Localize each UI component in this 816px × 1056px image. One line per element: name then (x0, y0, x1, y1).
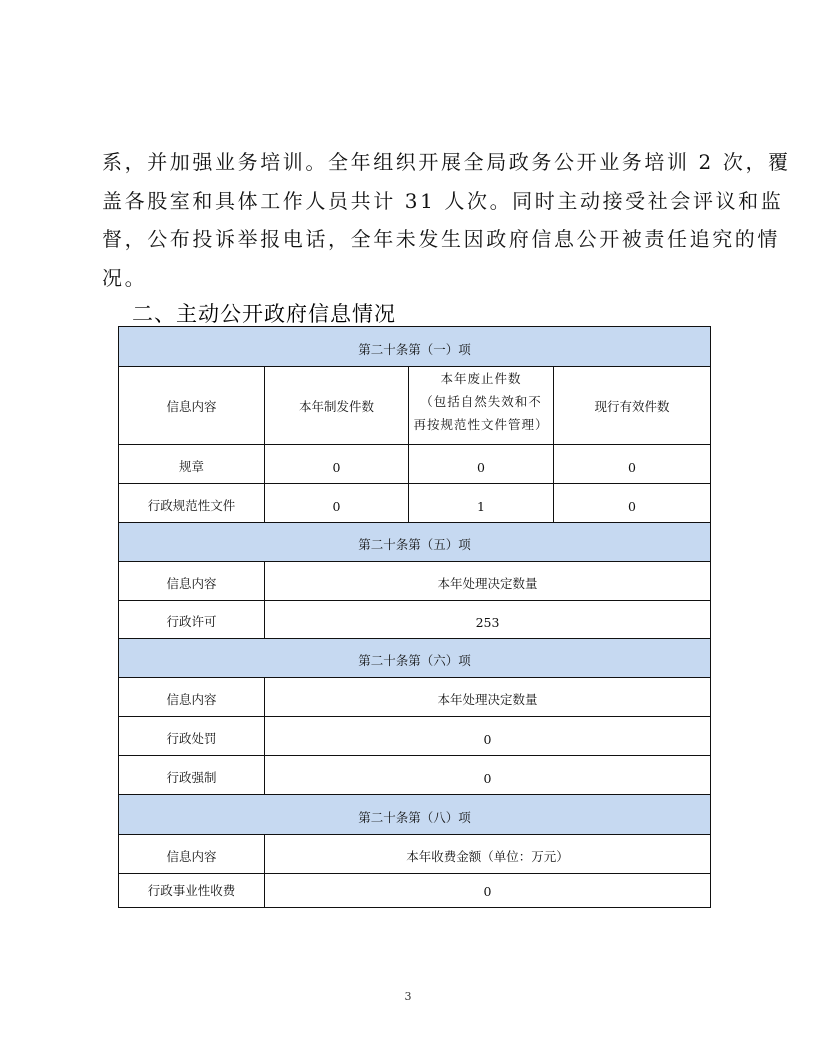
table-row (119, 484, 711, 523)
cell-value: 253 (265, 601, 711, 639)
table-row (119, 601, 711, 639)
cell-value: 0 (265, 484, 409, 523)
info-table (118, 326, 711, 908)
header-cell: 信息内容 (119, 367, 265, 445)
cell-value: 0 (554, 484, 711, 523)
section-title: 第二十条第（一）项 (119, 327, 711, 367)
paragraph-line: 督，公布投诉举报电话，全年未发生因政府信息公开被责任追究的情 (102, 227, 780, 251)
table-row (119, 874, 711, 908)
header-row (119, 835, 711, 874)
header-cell: 信息内容 (119, 562, 265, 601)
row-label: 行政强制 (119, 756, 265, 795)
cell-value: 0 (265, 717, 711, 756)
cell-value: 0 (265, 874, 711, 908)
header-cell: 信息内容 (119, 678, 265, 717)
row-label: 规章 (119, 445, 265, 484)
header-row (119, 678, 711, 717)
section-title: 第二十条第（五）项 (119, 523, 711, 562)
section-title: 第二十条第（六）项 (119, 639, 711, 678)
section-row (119, 523, 711, 562)
section-row (119, 327, 711, 367)
cell-value: 0 (265, 756, 711, 795)
section-row (119, 795, 711, 835)
row-label: 行政处罚 (119, 717, 265, 756)
header-cell: 本年处理决定数量 (265, 562, 711, 601)
body-paragraph (102, 143, 791, 297)
section-row (119, 639, 711, 678)
header-cell: 本年收费金额（单位：万元） (265, 835, 711, 874)
header-row (119, 367, 711, 445)
header-cell: 信息内容 (119, 835, 265, 874)
cell-value: 0 (265, 445, 409, 484)
header-cell: 本年制发件数 (265, 367, 409, 445)
header-cell: 现行有效件数 (554, 367, 711, 445)
header-row (119, 562, 711, 601)
header-line: 本年废止件数 (440, 371, 522, 386)
row-label: 行政规范性文件 (119, 484, 265, 523)
table-row (119, 717, 711, 756)
cell-value: 1 (409, 484, 554, 523)
header-cell: 本年处理决定数量 (265, 678, 711, 717)
section-heading: 二、主动公开政府信息情况 (132, 302, 396, 326)
cell-value: 0 (409, 445, 554, 484)
table-row (119, 445, 711, 484)
section-title: 第二十条第（八）项 (119, 795, 711, 835)
row-label: 行政许可 (119, 601, 265, 639)
paragraph-line: 况。 (102, 265, 148, 290)
table-row (119, 756, 711, 795)
header-line: 再按规范性文件管理） (413, 417, 549, 432)
cell-value: 0 (554, 445, 711, 484)
page-number: 3 (404, 990, 412, 1003)
paragraph-line: 盖各股室和具体工作人员共计 31 人次。同时主动接受社会评议和监 (102, 188, 784, 213)
header-cell (409, 367, 554, 445)
header-line: （包括自然失效和不 (420, 394, 542, 409)
paragraph-line: 系，并加强业务培训。全年组织开展全局政务公开业务培训 2 次，覆 (102, 150, 791, 174)
row-label: 行政事业性收费 (119, 874, 265, 908)
